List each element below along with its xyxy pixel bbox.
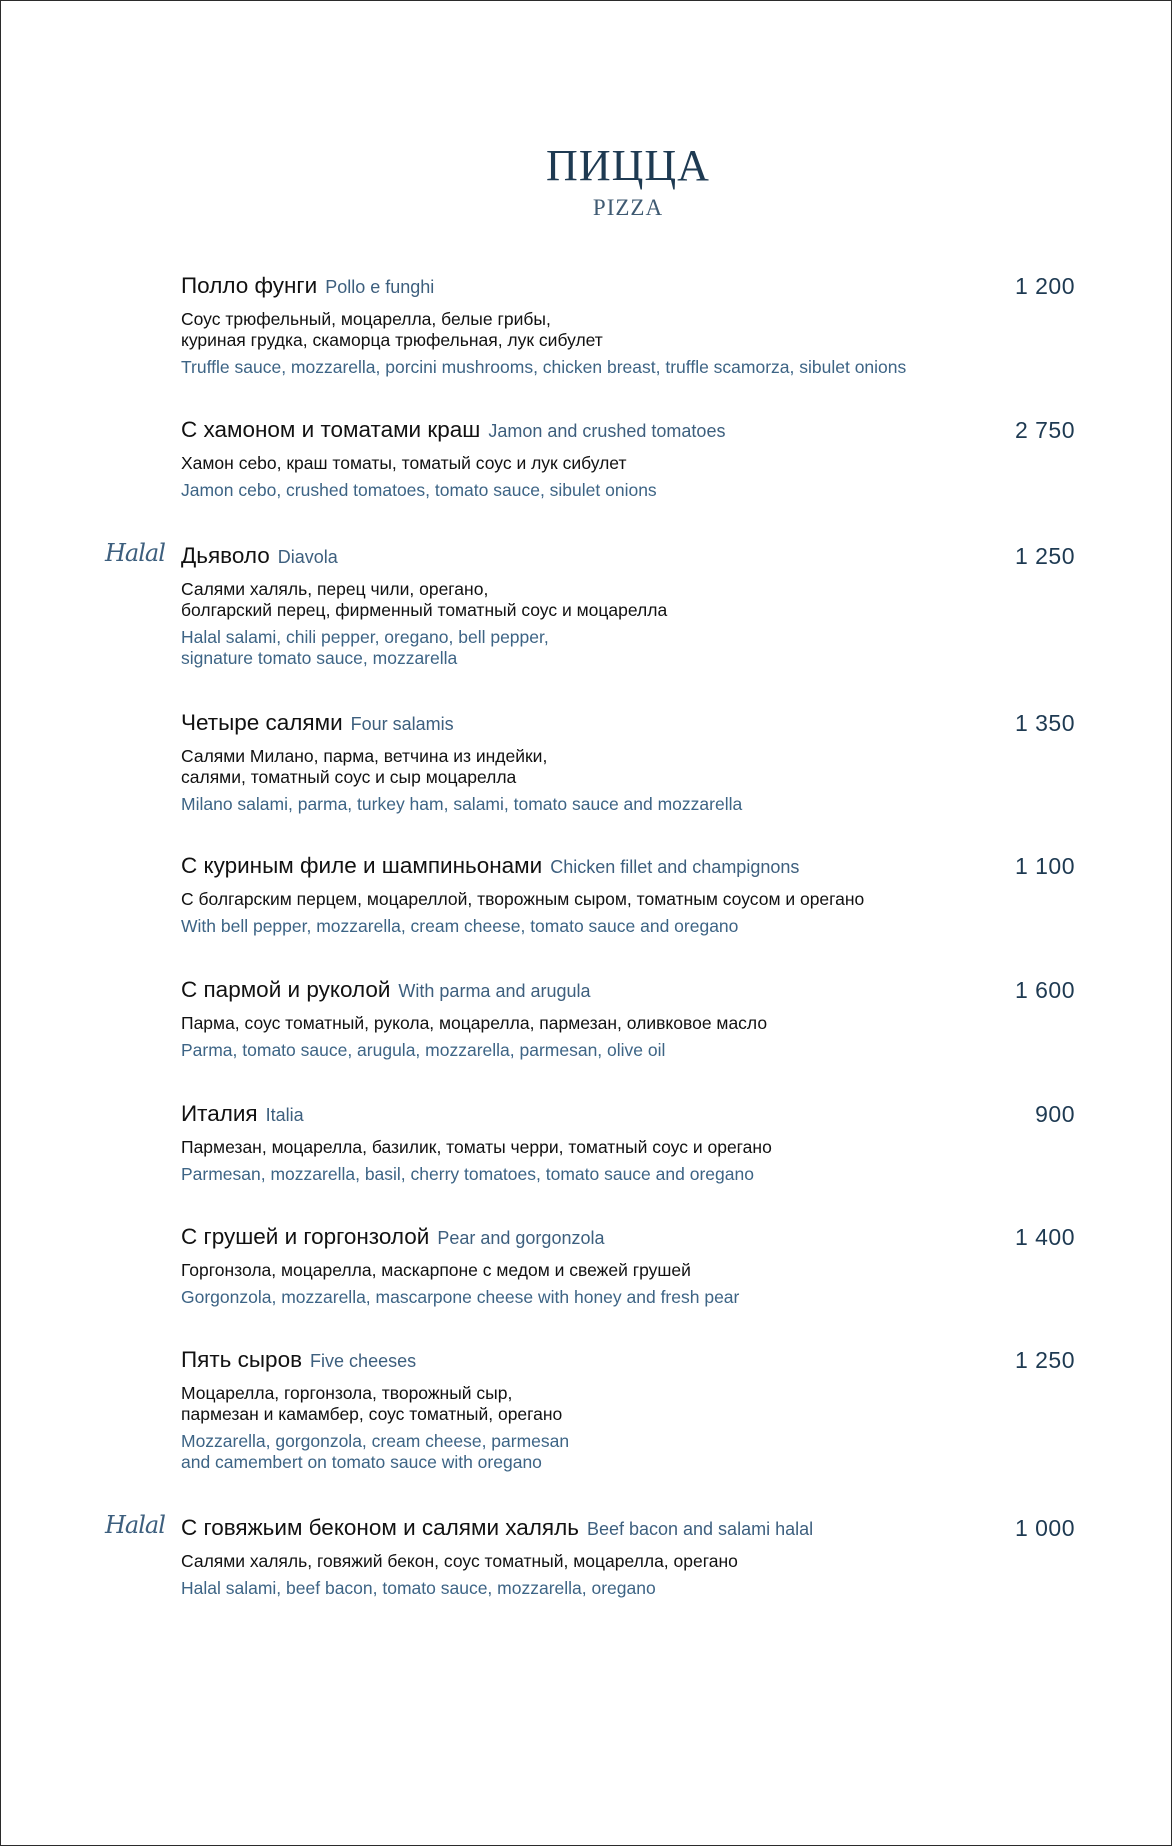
item-description-ru: Пармезан, моцарелла, базилик, томаты черри, томатный соус и орегано bbox=[181, 1137, 772, 1157]
item-name-ru: Пять сыров bbox=[181, 1347, 303, 1372]
item-description-en: With bell pepper, mozzarella, cream cheese, tomato sauce and oregano bbox=[181, 916, 739, 936]
item-description-en: Parma, tomato sauce, arugula, mozzarella, parmesan, olive oil bbox=[181, 1040, 666, 1060]
item-price: 1 250 bbox=[1014, 543, 1075, 569]
item-name-ru: Полло фунги bbox=[181, 273, 318, 298]
item-description-en: Parmesan, mozzarella, basil, cherry tomatoes, tomato sauce and oregano bbox=[181, 1164, 754, 1184]
menu-item-header bbox=[181, 417, 1075, 451]
item-name-ru: С хамоном и томатами краш bbox=[181, 417, 481, 442]
menu-item bbox=[181, 417, 1075, 501]
item-name-en: Beef bacon and salami halal bbox=[586, 1519, 814, 1539]
section-subtitle: PIZZA bbox=[592, 195, 664, 220]
item-price: 1 250 bbox=[1014, 1347, 1075, 1373]
menu-item-header bbox=[181, 977, 1075, 1011]
menu-item bbox=[181, 1224, 1075, 1308]
item-price: 900 bbox=[1035, 1101, 1075, 1127]
menu-item bbox=[181, 853, 1075, 937]
item-description-ru: Парма, соус томатный, рукола, моцарелла, пармезан, оливковое масло bbox=[181, 1013, 768, 1033]
item-name-en: With parma and arugula bbox=[398, 981, 591, 1001]
halal-mark: Halal bbox=[105, 539, 165, 567]
item-description-ru: Соус трюфельный, моцарелла, белые грибы, куриная грудка, скаморца трюфельная, лук сибулет bbox=[181, 309, 603, 350]
item-price: 1 400 bbox=[1014, 1224, 1075, 1250]
menu-header bbox=[1, 141, 1174, 223]
item-name-ru: Четыре салями bbox=[181, 710, 343, 735]
item-price: 1 350 bbox=[1014, 710, 1075, 736]
menu-item-header bbox=[181, 1515, 1075, 1549]
item-name-en: Five cheeses bbox=[310, 1351, 417, 1371]
item-name-ru: Дьяволо bbox=[181, 543, 270, 568]
item-price: 1 100 bbox=[1014, 853, 1075, 879]
item-description-ru: Салями халяль, говяжий бекон, соус томатный, моцарелла, орегано bbox=[181, 1551, 738, 1571]
item-price: 1 600 bbox=[1014, 977, 1075, 1003]
menu-item bbox=[181, 1347, 1075, 1473]
item-price: 2 750 bbox=[1014, 417, 1075, 443]
item-description-ru: Салями Милано, парма, ветчина из индейки, салями, томатный соус и сыр моцарелла bbox=[181, 746, 548, 787]
item-price: 1 000 bbox=[1014, 1515, 1075, 1541]
item-description-en: Halal salami, chili pepper, oregano, bell pepper, signature tomato sauce, mozzarella bbox=[181, 627, 549, 668]
item-name-en: Pear and gorgonzola bbox=[437, 1228, 605, 1248]
item-name-en: Four salamis bbox=[350, 714, 454, 734]
item-description-en: Mozzarella, gorgonzola, cream cheese, parmesan and camembert on tomato sauce with oregano bbox=[181, 1431, 570, 1472]
item-description-en: Gorgonzola, mozzarella, mascarpone cheese with honey and fresh pear bbox=[181, 1287, 740, 1307]
item-description-ru: Салями халяль, перец чили, орегано, болгарский перец, фирменный томатный соус и моцарелла bbox=[181, 579, 668, 620]
section-title: ПИЦЦА bbox=[546, 141, 710, 190]
item-description-ru: Моцарелла, горгонзола, творожный сыр, пармезан и камамбер, соус томатный, орегано bbox=[181, 1383, 563, 1424]
menu-item-header bbox=[181, 853, 1075, 887]
item-name-ru: С говяжьим беконом и салями халяль bbox=[181, 1515, 579, 1540]
menu-item-header bbox=[181, 543, 1075, 577]
item-name-ru: С пармой и руколой bbox=[181, 977, 391, 1002]
menu-item bbox=[181, 710, 1075, 815]
item-name-ru: С грушей и горгонзолой bbox=[181, 1224, 430, 1249]
item-description-ru: С болгарским перцем, моцареллой, творожным сыром, томатным соусом и орегано bbox=[181, 889, 865, 909]
item-name-en: Italia bbox=[265, 1105, 304, 1125]
item-description-en: Halal salami, beef bacon, tomato sauce, mozzarella, oregano bbox=[181, 1578, 656, 1598]
menu-item bbox=[105, 1511, 1075, 1599]
menu-item-header bbox=[181, 1224, 1075, 1258]
item-price: 1 200 bbox=[1014, 273, 1075, 299]
item-name-en: Jamon and crushed tomatoes bbox=[488, 421, 726, 441]
menu-item bbox=[105, 539, 1075, 669]
item-name-ru: С куриным филе и шампиньонами bbox=[181, 853, 543, 878]
item-description-ru: Горгонзола, моцарелла, маскарпоне с медом и свежей грушей bbox=[181, 1260, 691, 1280]
item-name-en: Diavola bbox=[277, 547, 338, 567]
menu-item-header bbox=[181, 710, 1075, 744]
menu-item-header bbox=[181, 1101, 1075, 1135]
menu-item-header bbox=[181, 1347, 1075, 1381]
menu-item bbox=[181, 1101, 1075, 1185]
item-name-en: Pollo e funghi bbox=[325, 277, 435, 297]
menu-item bbox=[181, 977, 1075, 1061]
item-name-ru: Италия bbox=[181, 1101, 258, 1126]
halal-mark: Halal bbox=[105, 1511, 165, 1539]
item-description-ru: Хамон cebo, краш томаты, томатый соус и лук сибулет bbox=[181, 453, 627, 473]
item-description-en: Truffle sauce, mozzarella, porcini mushrooms, chicken breast, truffle scamorza, sibulet onions bbox=[181, 357, 907, 377]
item-description-en: Milano salami, parma, turkey ham, salami, tomato sauce and mozzarella bbox=[181, 794, 743, 814]
menu-item bbox=[181, 273, 1075, 378]
item-description-en: Jamon cebo, crushed tomatoes, tomato sauce, sibulet onions bbox=[181, 480, 657, 500]
item-name-en: Chicken fillet and champignons bbox=[550, 857, 800, 877]
menu-item-header bbox=[181, 273, 1075, 307]
